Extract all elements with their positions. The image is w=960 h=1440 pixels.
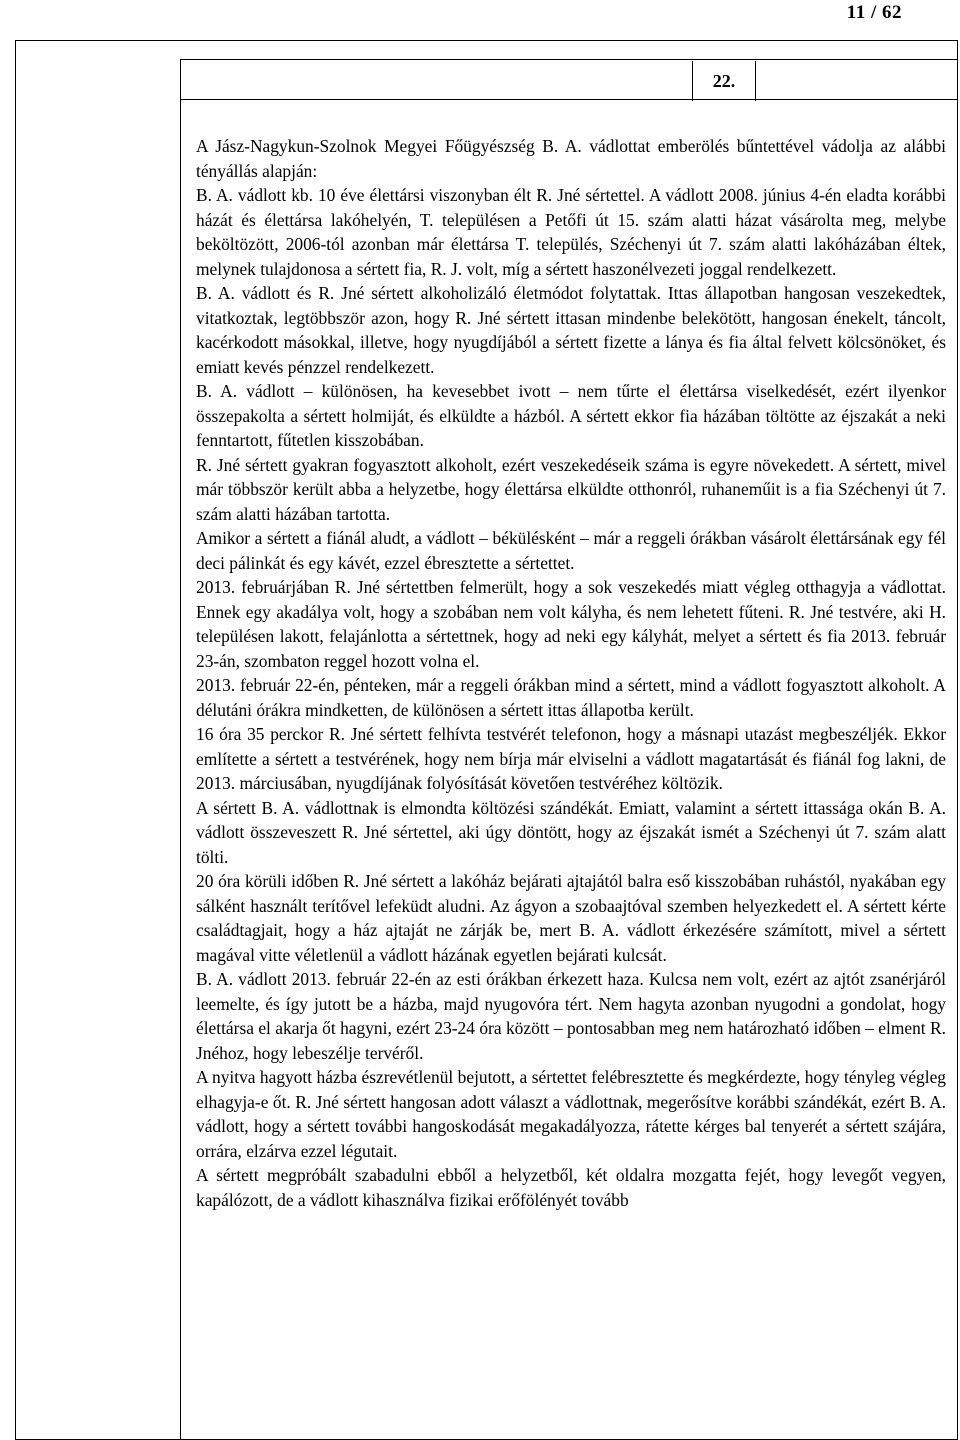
paragraph: 16 óra 35 perckor R. Jné sértett felhívta testvérét telefonon, hogy a másnapi utazást megbeszéljék. Ekkor említette a sértett a testvérének, hogy nem bírja már elviselni a vádlott magatartását és fiánál fog lakni, de 2013. márciusában, nyugdíjának folyósítását követően testvéréhez költözik. [196,724,946,793]
paragraph: R. Jné sértett gyakran fogyasztott alkoholt, ezért veszekedéseik száma is egyre növekedett. A sértett, mivel már többször került abba a helyzetbe, hogy élettársa elküldte otthonról, ruhaneműit is a fia Széchenyi út 7. szám alatti házában tartotta. [196,454,946,524]
paragraph: A sértett B. A. vádlottnak is elmondta költözési szándékát. Emiatt, valamint a sértett ittassága okán B. A. vádlott összeveszett R. Jné sértettel, aki úgy döntött, hogy az éjszakát ismét a Széchenyi út 7. szám alatt tölti. [196,797,946,867]
paragraph-intro: A Jász-Nagykun-Szolnok Megyei Főügyészség B. A. vádlottat emberölés bűntettével vádolja az alábbi tényállás alapján: [196,136,946,181]
document-body [196,134,946,1212]
paragraph: B. A. vádlott 2013. február 22-én az esti órákban érkezett haza. Kulcsa nem volt, ezért az ajtót zsanérjáról leemelte, és így jutott be a házba, majd nyugovóra tért. Nem hagyta azonban nyugodni a gondolat, hogy élettársa el akarja őt hagyni, ezért 23-24 óra között – pontosabban meg nem határozható időben – elment R. Jnéhoz, hogy lebeszélje tervéről. [196,969,946,1063]
paragraph: B. A. vádlott – különösen, ha kevesebbet ivott – nem tűrte el élettársa viselkedését, ezért ilyenkor összepakolta a sértett holmiját, és elküldte a házból. A sértett ekkor fia házában töltötte az éjszakát a neki fenntartott, fűtetlen kisszobában. [196,381,946,450]
paragraph: B. A. vádlott kb. 10 éve élettársi viszonyban élt R. Jné sértettel. A vádlott 2008. június 4-én eladta korábbi házát és élettársa lakóhelyén, T. településen a Petőfi út 15. szám alatti házat vásárolta meg, melybe beköltözött, 2006-tól azonban már élettársa T. település, Széchenyi út 7. szám alatti lakóházában éltek, melynek tulajdonosa a sértett fia, R. J. volt, míg a sértett haszonélvezeti joggal rendelkezett. [196,185,946,279]
case-number: 22. [712,71,736,91]
paragraph: 2013. februárjában R. Jné sértettben felmerült, hogy a sok veszekedés miatt végleg otthagyja a vádlottat. Ennek egy akadálya volt, hogy a szobában nem volt kályha, és nem lehetett fűteni. R. Jné testvére, aki H. településen lakott, felajánlotta a sértettnek, hogy ad neki egy kályhát, melyet a sértett és fia 2013. február 23-án, szombaton reggel hozott volna el. [196,577,946,671]
case-number-divider [180,99,958,100]
paragraph: A sértett megpróbált szabadulni ebből a helyzetből, két oldalra mozgatta fejét, hogy levegőt vegyen, kapálózott, de a vádlott kihasználva fizikai erőfölényét tovább [196,1165,946,1210]
paragraph: A nyitva hagyott házba észrevétlenül bejutott, a sértettet felébresztette és megkérdezte, hogy tényleg végleg elhagyja-e őt. R. Jné sértett hangosan adott választ a vádlottnak, megerősítve korábbi szándékát, ezért B. A. vádlott, hogy a sértett további hangoskodását megakadályozza, rátette kérges bal tenyerét a sértett szájára, orrára, elzárva ezzel légutait. [196,1067,946,1161]
paragraph: 2013. február 22-én, pénteken, már a reggeli órákban mind a sértett, mind a vádlott fogyasztott alkoholt. A délutáni órákra mindketten, de különösen a sértett ittas állapotba került. [196,675,946,720]
paragraph: B. A. vádlott és R. Jné sértett alkoholizáló életmódot folytattak. Ittas állapotban hangosan veszekedtek, vitatkoztak, legtöbbször azon, hogy R. Jné sértett ittasan mindenbe belekötött, hangosan énekelt, táncolt, kacérkodott másokkal, illetve, hogy nyugdíjából a sértett fizette a lánya és fia által felvett kölcsönöket, és emiatt kevés pénzzel rendelkezett. [196,283,946,377]
case-number-box [692,61,756,101]
paragraph: 20 óra körüli időben R. Jné sértett a lakóház bejárati ajtajától balra eső kisszobában ruhástól, nyakában egy sálként használt terítővel lefeküdt aludni. Az ágyon a szobaajtóval szemben helyezkedett el. A sértett kérte családtagjait, hogy a ház ajtaját ne zárják be, mert B. A. vádlott érkezésére számított, mivel a sértett magával vitte véletlenül a vádlott házának egyetlen bejárati kulcsát. [196,871,946,965]
page-number: 11 / 62 [846,2,902,23]
paragraph: Amikor a sértett a fiánál aludt, a vádlott – békülésként – már a reggeli órákban vásárolt élettársának egy fél deci pálinkát és egy kávét, ezzel ébresztette a sértettet. [196,528,946,573]
